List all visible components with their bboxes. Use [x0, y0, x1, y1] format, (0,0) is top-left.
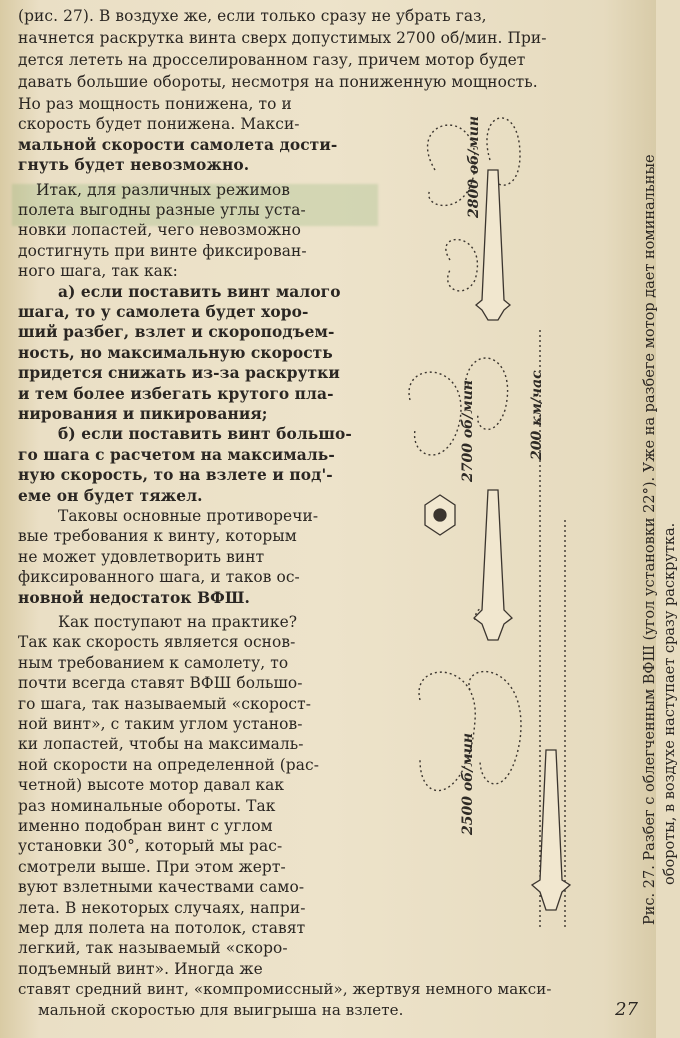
rpm-label-2800: 2800 об/мин — [466, 115, 482, 218]
text-line: ного шага, так как: — [18, 262, 178, 281]
rpm-label-2500: 2500 об/мин — [460, 732, 476, 835]
caption-line: Рис. 27. Разбег с облегченным ВФШ (угол установки 22°). Уже на разбеге мотор дает номинальные — [642, 154, 658, 925]
caption-line: обороты, в воздухе наступает сразу раскрутка. — [662, 522, 678, 885]
airplane-icon — [532, 750, 570, 910]
figure-caption — [640, 154, 680, 925]
text-line: новки лопастей, чего невозможно — [18, 221, 301, 240]
text-line: смотрели выше. При этом жерт- — [18, 857, 286, 876]
text-line: гнуть будет невозможно. — [18, 156, 250, 175]
text-line: и тем более избегать крутого пла- — [18, 384, 334, 403]
text-line: достигнуть при винте фиксирован- — [18, 241, 307, 260]
text-line: вые требования к винту, которым — [18, 527, 297, 546]
text-line: ки лопастей, чтобы на максималь- — [18, 735, 304, 754]
text-line: го шага, так называемый «скорост- — [18, 694, 312, 713]
text-line: ность, но максимальную скорость — [18, 343, 333, 362]
text-line: четной) высоте мотор давал как — [18, 776, 285, 795]
text-line: подъемный винт». Иногда же — [18, 959, 263, 978]
text-line: Так как скорость является основ- — [18, 633, 296, 652]
text-line: б) если поставить винт большо- — [58, 425, 352, 444]
airflow-loop — [409, 372, 461, 455]
text-line: не может удовлетворить винт — [18, 547, 265, 566]
figure-27-diagram — [380, 100, 650, 940]
airplane-icon — [474, 490, 512, 640]
text-line: ший разбег, взлет и скороподъем- — [18, 323, 335, 342]
text-line: полета выгодны разные углы уста- — [18, 201, 306, 219]
text-line: мальной скоростью для выигрыша на взлете. — [38, 1000, 404, 1019]
text-line: фиксированного шага, и таков ос- — [18, 568, 300, 587]
text-line: еме он будет тяжел. — [18, 486, 203, 505]
text-line: нирования и пикирования; — [18, 405, 268, 423]
text-line: дется лететь на дросселированном газу, причем мотор будет — [18, 51, 526, 69]
airflow-loop — [446, 240, 478, 291]
text-line: (рис. 27). В воздухе же, если только сразу не убрать газ, — [18, 7, 487, 25]
text-line: мер для полета на потолок, ставят — [18, 919, 306, 937]
text-line: почти всегда ставят ВФШ большо- — [18, 674, 303, 693]
rpm-label-2700: 2700 об/мин — [460, 379, 476, 482]
text-line: новной недостаток ВФШ. — [18, 588, 250, 607]
text-line: раз номинальные обороты. Так — [18, 796, 276, 815]
airflow-loop — [469, 672, 521, 784]
text-line: а) если поставить винт малого — [58, 282, 341, 301]
text-line: ную скорость, то на взлете и под'- — [18, 466, 333, 485]
text-line: ным требованием к самолету, то — [18, 653, 289, 672]
text-line: скорость будет понижена. Макси- — [18, 115, 300, 134]
text-line: именно подобран винт с углом — [18, 817, 273, 835]
text-line: установки 30°, который мы рас- — [18, 837, 283, 856]
text-line: вуют взлетными качествами само- — [18, 878, 305, 897]
text-line: шага, то у самолета будет хоро- — [18, 303, 309, 321]
speed-label: 200 км/час — [529, 370, 545, 460]
text-line: Как поступают на практике? — [58, 613, 298, 631]
text-line: давать большие обороты, несмотря на пониженную мощность. — [18, 73, 538, 91]
text-line: ной винт», с таким углом установ- — [18, 715, 303, 733]
text-line: мальной скорости самолета дости- — [18, 135, 338, 154]
text-line: Но раз мощность понижена, то и — [18, 95, 292, 113]
text-line: ной скорости на определенной (рас- — [18, 755, 320, 774]
text-line: придется снижать из-за раскрутки — [18, 364, 340, 383]
text-line: го шага с расчетом на максималь- — [18, 445, 335, 464]
text-line: ставят средний винт, «компромиссный», жертвуя немного макси- — [18, 980, 552, 999]
text-line: начнется раскрутка винта сверх допустимых 2700 об/мин. При- — [18, 29, 547, 47]
text-line: Таковы основные противоречи- — [58, 507, 319, 525]
text-line: легкий, так называемый «скоро- — [18, 939, 288, 958]
page-number: 27 — [615, 999, 638, 1020]
text-line: Итак, для различных режимов — [36, 180, 291, 199]
text-line: лета. В некоторых случаях, напри- — [18, 898, 306, 917]
